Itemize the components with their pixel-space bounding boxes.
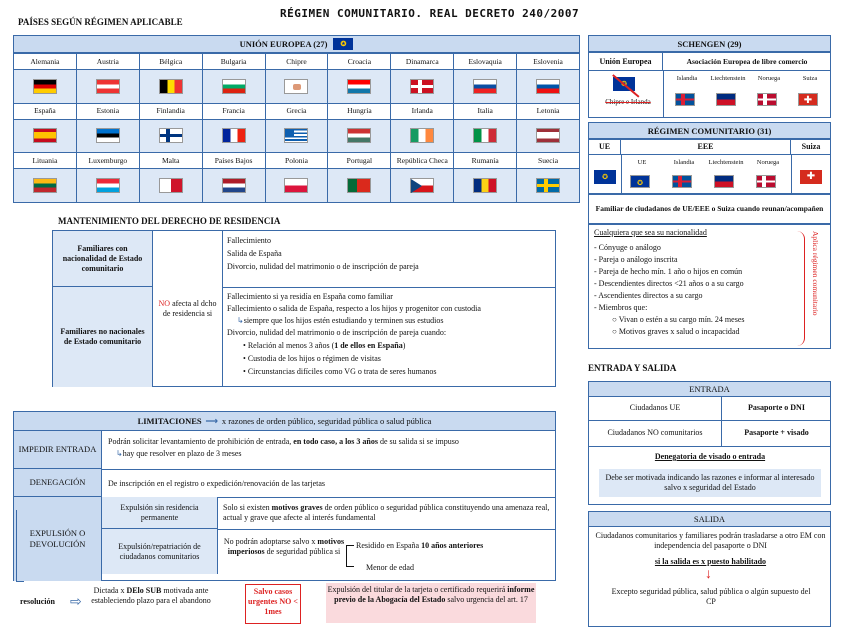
mant-r1-item: Salida de España [227,249,282,258]
mant-left2: Familiares no nacionales de Estado comunitario [60,327,145,346]
country-name: Chipre [266,54,329,70]
country-name: Eslovaquia [454,54,517,70]
flag-lituania-icon [33,178,57,193]
mant-r2-item: Circunstancias difíciles como VG o trata de seres humanos [247,367,437,376]
lim-text: Residido en España [356,541,422,550]
lim-bold: motivos graves [271,503,323,512]
flag-cell [328,120,391,154]
lim-text: Podrán solicitar levantamiento de prohibición de entrada, [108,437,294,446]
lim-text: de su salida si se impuso [377,437,459,446]
mant-mid-rest: afecta al dcho de residencia si [162,299,217,318]
country-name: Letonia [517,104,580,120]
rc-item: - Cónyuge o análogo [594,243,661,252]
rc-side-label: Aplica régimen comunitario [811,231,820,316]
rc-item: - Ascendientes directos a su cargo [594,291,703,300]
country-name: Suecia [517,153,580,169]
lim-exp1: Expulsión sin residencia permanente [120,502,199,522]
flag-portugal-icon [347,178,371,193]
flag-letonia-icon [536,128,560,143]
mant-r1 [227,236,552,272]
mant-left1: Familiares con nacionalidad de Estado comunitario [62,243,143,273]
es-ue-doc: Pasaporte o DNI [722,397,831,421]
lim-text: hay que resolver en plazo de 3 meses [122,449,242,458]
flag-liechtenstein-icon [716,93,736,106]
lim-deneg: DENEGACIÓN [29,477,86,488]
flag-irlanda-icon [410,128,434,143]
flag-cell [391,169,454,203]
flag-dinamarca-icon [410,79,434,94]
lim-text: de orden público o seguridad pública constituyendo una amenaza real, actual y grave que afecte al interés fundamental [223,503,550,522]
rc-eee-country: Noruega [756,159,780,166]
lim-title-rest: x razones de orden público, seguridad pública o salud pública [221,416,432,426]
lim-text: Solo si existen [223,503,272,512]
flag-malta-icon [159,178,183,193]
country-name: Lituania [14,153,77,169]
es-salida-title: SALIDA [588,511,831,527]
lim-exp2: Expulsión/repatriación de ciudadanos comunitarios [118,541,201,561]
eu-flag-icon: ✪ [333,38,353,50]
country-name: Croacia [328,54,391,70]
rc-suiza-col: Suiza [791,140,831,155]
flag-bulgaria-icon [222,79,246,94]
country-name: Bulgaria [203,54,266,70]
flag-cell [328,70,391,104]
paises-heading: PAÍSES SEGÚN RÉGIMEN APLICABLE [18,17,183,27]
mant-table [52,230,556,387]
lim-bold: motivos imperiosos [227,537,345,556]
arrow-right-icon: ⟶ [205,415,218,426]
lim-bold: , a los 3 años [335,437,378,446]
flag-cell [266,120,329,154]
rc-title: RÉGIMEN COMUNITARIO (31) [588,122,831,139]
rc-familiar-text: Familiar de ciudadanos de UE/EEE o Suiza cuando reunan/acompañen [595,204,824,214]
page-title: RÉGIMEN COMUNITARIO. REAL DECRETO 240/2007 [280,7,580,20]
es-heading: ENTRADA Y SALIDA [588,363,677,373]
flag-eslovenia-icon [536,79,560,94]
country-name: Portugal [328,153,391,169]
flag-ue-icon: ✪ [630,175,650,188]
es-entrada-box [588,397,831,505]
flag-suiza-icon: ✚ [798,93,818,106]
rc-eee-col: EEE [621,140,791,155]
es-salida-box [588,527,831,627]
es-noue-doc: Pasaporte + visado [722,421,831,447]
flag-cell [454,169,517,203]
schengen-col-efta: Asociación Europea de libre comercio [663,53,831,71]
flag-cell [203,70,266,104]
flag-cell [203,120,266,154]
flag-cell [391,70,454,104]
lim-impedir-text: Podrán solicitar levantamiento de prohibición de entrada, en todo caso, a los 3 años de su salida si se impuso ↳hay que resolver en plazo de 3 meses [108,437,459,458]
mant-r2-item: Fallecimiento o salida de España, respecto a los hijos y progenitor con custodia [227,304,481,313]
flag-rumania-icon [473,178,497,193]
mant-r1-item: Fallecimiento [227,236,271,245]
flag-cell [266,70,329,104]
flag-cell [203,169,266,203]
flag-islandia-icon [675,93,695,106]
flag-hungria-icon [347,128,371,143]
lim-header [13,411,556,431]
lim-text: Dictada x [93,586,127,595]
mant-r2-bold: 1 de ellos en España [334,341,403,350]
country-name: Alemania [14,54,77,70]
country-name: Bélgica [140,54,203,70]
lim-bold: en todo caso [293,437,336,446]
lim-table [13,431,556,581]
flag-cell [454,70,517,104]
lim-text: salvo urgencia del art. 17 [445,595,528,604]
mant-r1-item: Divorcio, nulidad del matrimonio o de inscripción de pareja [227,262,419,271]
flag-cell [14,120,77,154]
rc-item: - Descendientes directos <21 años o a su cargo [594,279,744,288]
flag-finlandia-icon [159,128,183,143]
lim-bold: DElo SUB [126,586,162,595]
rc-eee-country: Islandia [673,159,695,166]
schengen-country: Noruega [757,75,781,82]
flag-cell [14,169,77,203]
country-name: España [14,104,77,120]
country-name: Países Bajos [203,153,266,169]
mant-r2-item: Relación al menos 3 años ( [247,341,335,350]
schengen-country: Liechtenstein [710,75,746,82]
flag-cell [328,169,391,203]
flag-cell [140,70,203,104]
flag-polonia-icon [284,178,308,193]
eu-flag-icon: ✪ [594,170,616,184]
eu-country-grid [13,53,580,203]
flag-noruega-icon [756,175,776,188]
flag-islandia-icon [672,175,692,188]
flag-alemania-icon [33,79,57,94]
flag-austria-icon [96,79,120,94]
flag-republica-checa-icon [410,178,434,193]
ue-label: UNIÓN EUROPEA (27) [239,39,328,49]
schengen-box [588,52,831,118]
flag-cell [77,70,140,104]
flag-estonia-icon [96,128,120,143]
country-name: República Checa [391,153,454,169]
es-deneg-text: Debe ser motivada indicando las razones e informar al interesado salvo x seguridad del Estado [599,469,821,497]
flag-grecia-icon [284,128,308,143]
lim-text: Expulsión del titular de la tarjeta o certificado requerirá [327,585,508,594]
flag-cell [517,169,580,203]
flag-belgica-icon [159,79,183,94]
rc-item: - Pareja o análogo inscrita [594,255,678,264]
lim-bold: 10 años anteriores [421,541,484,550]
country-name: Polonia [266,153,329,169]
es-salida-bold: si la salida es x puesto habilitado [654,557,767,566]
country-name: Luxemburgo [77,153,140,169]
es-salida-text: Excepto seguridad pública, salud pública o algún supuesto del CP [611,587,811,606]
schengen-col-ue: Unión Europea [589,53,663,71]
schengen-note: Chipre e Irlanda [605,98,651,106]
country-name: Eslovenia [517,54,580,70]
country-name: Irlanda [391,104,454,120]
country-name: Francia [203,104,266,120]
mant-r2: Fallecimiento si ya residía en España como familiar Fallecimiento o salida de España, respecto a los hijos y progenitor con custodia ↳siempre que los hijos estén estudiando y terminen sus estudios Divorcio, nulidad del matrimonio o de inscripción de pareja cuando: • Relación al menos 3 años (1 de ellos en España) • Custodia de los hijos o régimen de visitas • Circunstancias difíciles como VG o trata de seres humanos [227,292,552,377]
lim-title: LIMITACIONES [137,416,202,426]
lim-impedir: IMPEDIR ENTRADA [18,444,97,455]
mant-mid-no: NO [158,299,171,308]
flag-cell [454,120,517,154]
rc-eee-country: Liechtenstein [708,159,744,166]
flag-luxemburgo-icon [96,178,120,193]
lim-text: Menor de edad [366,563,414,572]
rc-box [588,139,831,194]
rc-ue-col: UE [589,140,621,155]
rc-subitem: Vivan o estén a su cargo mín. 24 meses [618,315,745,324]
mant-r2-item: Divorcio, nulidad del matrimonio o de inscripción de pareja cuando: [227,328,447,337]
flag-cell [140,169,203,203]
mant-r2-item: siempre que los hijos estén estudiando y terminen sus estudios [243,316,444,325]
flag-cell [517,120,580,154]
flag-espana-icon [33,128,57,143]
arrow-down-icon: ↓ [705,567,712,582]
rc-cualquiera: Cualquiera que sea su nacionalidad [594,228,707,237]
es-deneg: Denegatoria de visado o entrada [654,452,766,461]
mant-heading: MANTENIMIENTO DEL DERECHO DE RESIDENCIA [58,216,281,226]
rc-item: - Miembros que: [594,303,648,312]
arrow-right-icon: ⇨ [70,595,82,610]
flag-cell [391,120,454,154]
lim-deneg-text: De inscripción en el registro o expedición/renovación de las tarjetas [108,479,326,488]
flag-liechtenstein-icon [714,175,734,188]
flag-suiza-icon: ✚ [800,170,822,184]
flag-cell [14,70,77,104]
es-entrada-title: ENTRADA [588,381,831,397]
schengen-title: SCHENGEN (29) [588,35,831,52]
flag-paises-bajos-icon [222,178,246,193]
country-name: Italia [454,104,517,120]
schengen-country: Islandia [676,75,698,82]
flag-francia-icon [222,128,246,143]
lim-expul: EXPULSIÓN O DEVOLUCIÓN [29,528,86,549]
flag-noruega-icon [757,93,777,106]
lim-text: de seguridad pública si [264,547,341,556]
country-name: Finlandia [140,104,203,120]
country-name: Dinamarca [391,54,454,70]
country-name: Malta [140,153,203,169]
es-salida-text: Ciudadanos comunitarios y familiares podrán trasladarse a otro EM con independencia del pasaporte o DNI [595,531,826,550]
ue-header [13,35,580,53]
country-name: Austria [77,54,140,70]
es-noue: Ciudadanos NO comunitarios [589,421,722,447]
es-ue: Ciudadanos UE [589,397,722,421]
flag-italia-icon [473,128,497,143]
rc-eee-country: UE [637,159,647,166]
lim-text: No podrán adoptarse salvo x [223,537,318,546]
lim-bold: informe previo de la Abogacía del Estado [334,585,535,604]
flag-eslovaquia-icon [473,79,497,94]
schengen-country: Suiza [802,75,818,82]
lim-text: motivada ante estableciendo plazo para el abandono [91,586,211,605]
rc-subitem: Motivos graves x salud o incapacidad [618,327,740,336]
flag-croacia-icon [347,79,371,94]
flag-cell [517,70,580,104]
rc-list-box: Cualquiera que sea su nacionalidad - Cónyuge o análogo - Pareja o análogo inscrita - Pareja de hecho mín. 1 año o hijos en común - Descendientes directos <21 años o a su cargo - Ascendientes directos a su cargo - Miembros que: ○ Vivan o estén a su cargo mín. 24 meses ○ Motivos graves x salud o incapacidad Aplica régimen comunitario [588,224,831,349]
country-name: Estonia [77,104,140,120]
country-name: Rumanía [454,153,517,169]
lim-salvo: Salvo casos urgentes NO < 1mes [245,584,301,624]
country-name: Grecia [266,104,329,120]
rc-familiar [588,194,831,224]
rc-item: - Pareja de hecho mín. 1 año o hijos en común [594,267,743,276]
flag-chipre-icon [284,79,308,94]
mant-r2-item: ) [402,341,406,350]
mant-r2-item: Custodia de los hijos o régimen de visitas [247,354,381,363]
flag-cell [140,120,203,154]
flag-suecia-icon [536,178,560,193]
flag-cell [77,169,140,203]
flag-cell [266,169,329,203]
flag-cell [77,120,140,154]
mant-r2-item: Fallecimiento si ya residía en España como familiar [227,292,393,301]
lim-resol: resolución [20,597,55,606]
country-name: Hungría [328,104,391,120]
